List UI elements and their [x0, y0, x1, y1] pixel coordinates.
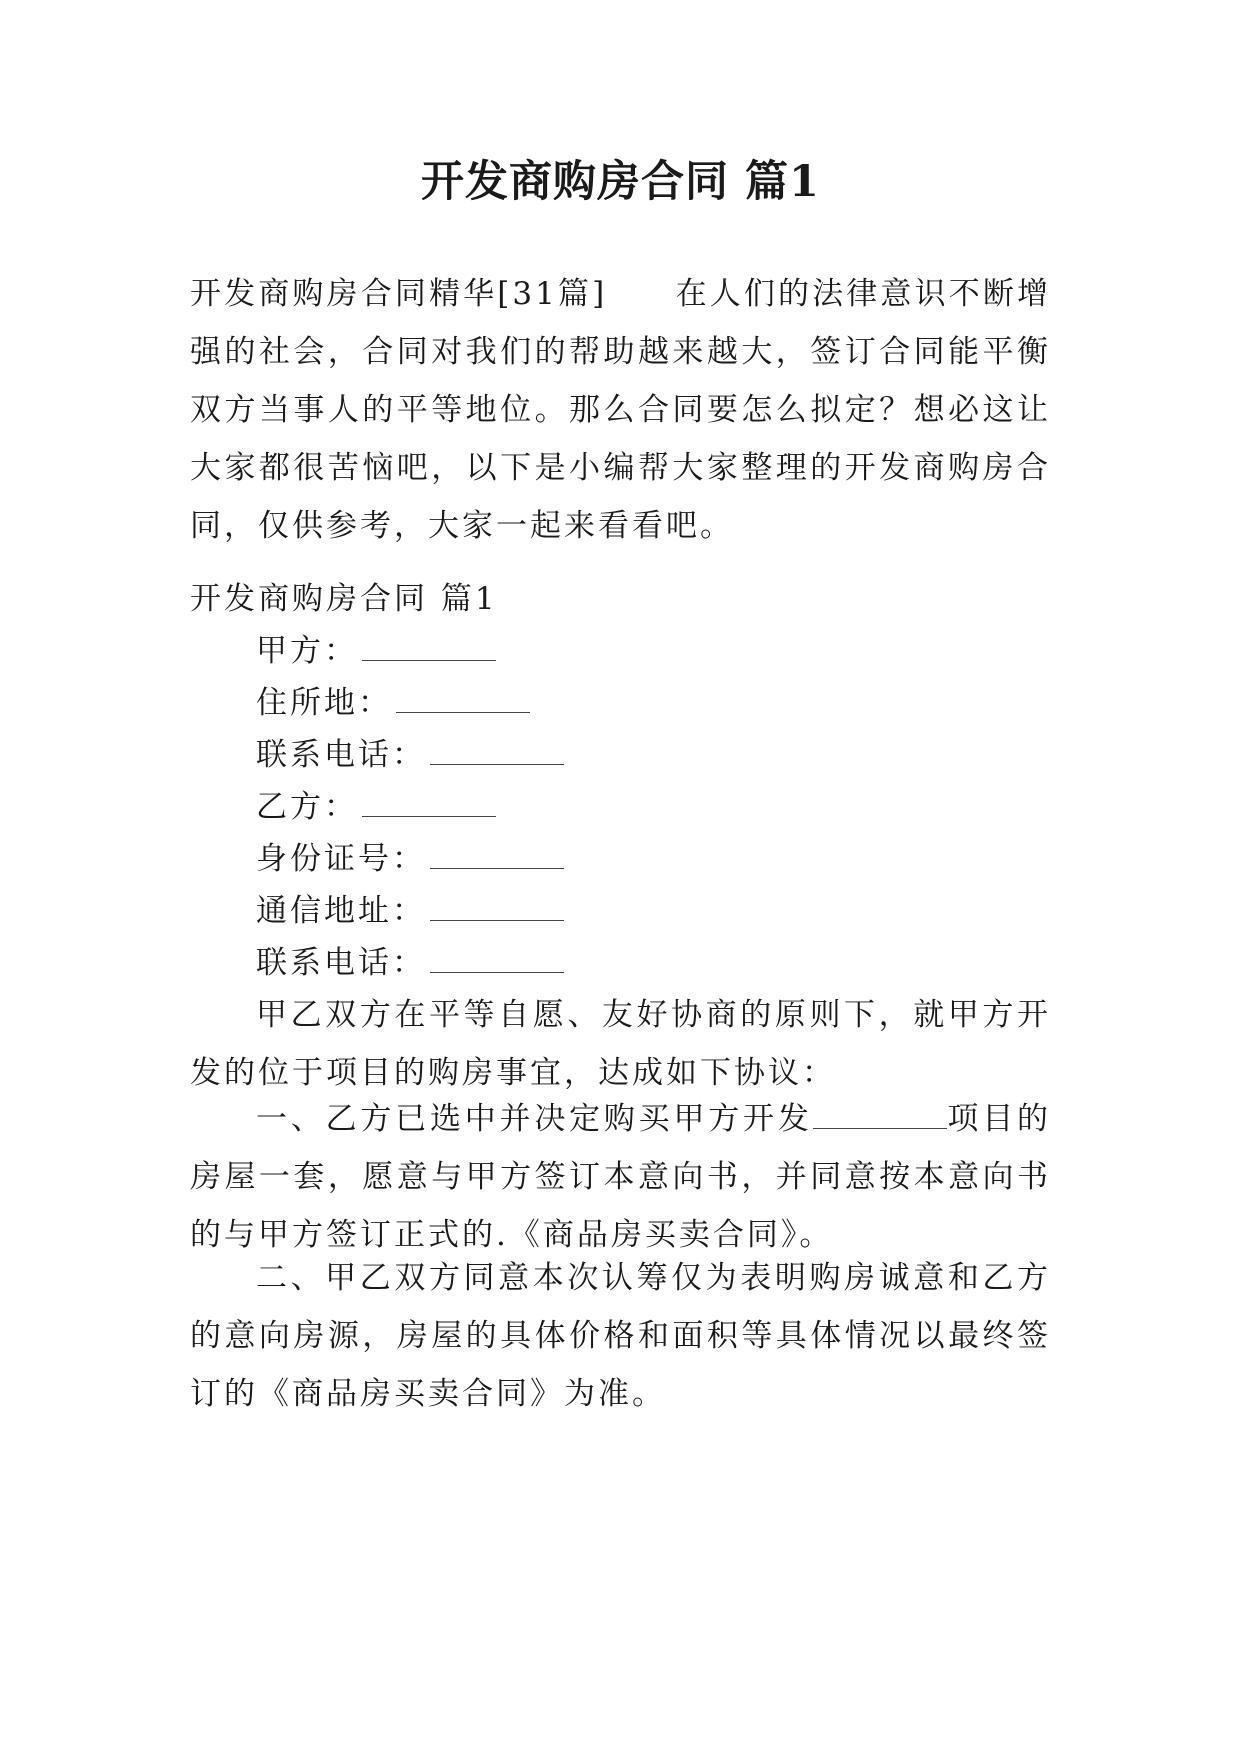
clause-1-text-end: 项目的房屋一套，愿意与甲方签订本意向书，并同意按本意向书的与甲方签订正式的.《商品房买卖合同》。: [190, 1101, 1052, 1253]
fill-blank: [430, 944, 564, 973]
field-label: 通信地址：: [256, 893, 426, 929]
fill-blank: [430, 736, 564, 765]
section-heading: 开发商购房合同 篇1: [190, 581, 498, 617]
field-label: 联系电话：: [256, 945, 426, 981]
fill-blank: [430, 892, 564, 921]
field-label: 乙方：: [256, 789, 358, 825]
field-label: 身份证号：: [256, 841, 426, 877]
fill-blank: [396, 684, 530, 713]
field-row: [256, 726, 564, 784]
intro-paragraph: 开发商购房合同精华[31篇] 在人们的法律意识不断增强的社会，合同对我们的帮助越来越大，签订合同能平衡双方当事人的平等地位。那么合同要怎么拟定？想必这让大家都很苦恼吧，以下是小编帮大家整理的开发商购房合同，仅供参考，大家一起来看看吧。: [190, 276, 1051, 544]
fill-blank: [362, 632, 496, 661]
document-title: 开发商购房合同 篇1: [421, 157, 820, 207]
fill-blank: [430, 840, 564, 869]
field-row: [256, 934, 564, 992]
field-row: [256, 778, 496, 836]
agreement-intro-paragraph: 甲乙双方在平等自愿、友好协商的原则下，就甲方开发的位于项目的购房事宜，达成如下协议：: [190, 997, 1051, 1091]
field-row: [256, 674, 530, 732]
field-label: 甲方：: [256, 633, 358, 669]
field-row: [256, 830, 564, 888]
clause-1-paragraph: [190, 1090, 1051, 1264]
field-label: 联系电话：: [256, 737, 426, 773]
clause-1-text-start: 一、乙方已选中并决定购买甲方开发: [256, 1101, 813, 1137]
fill-blank: [813, 1100, 947, 1129]
fill-blank: [362, 788, 496, 817]
clause-2-paragraph: 二、甲乙双方同意本次认筹仅为表明购房诚意和乙方的意向房源，房屋的具体价格和面积等具体情况以最终签订的《商品房买卖合同》为准。: [190, 1260, 1051, 1412]
field-row: [256, 882, 564, 940]
field-row: [256, 622, 496, 680]
field-label: 住所地：: [256, 685, 392, 721]
